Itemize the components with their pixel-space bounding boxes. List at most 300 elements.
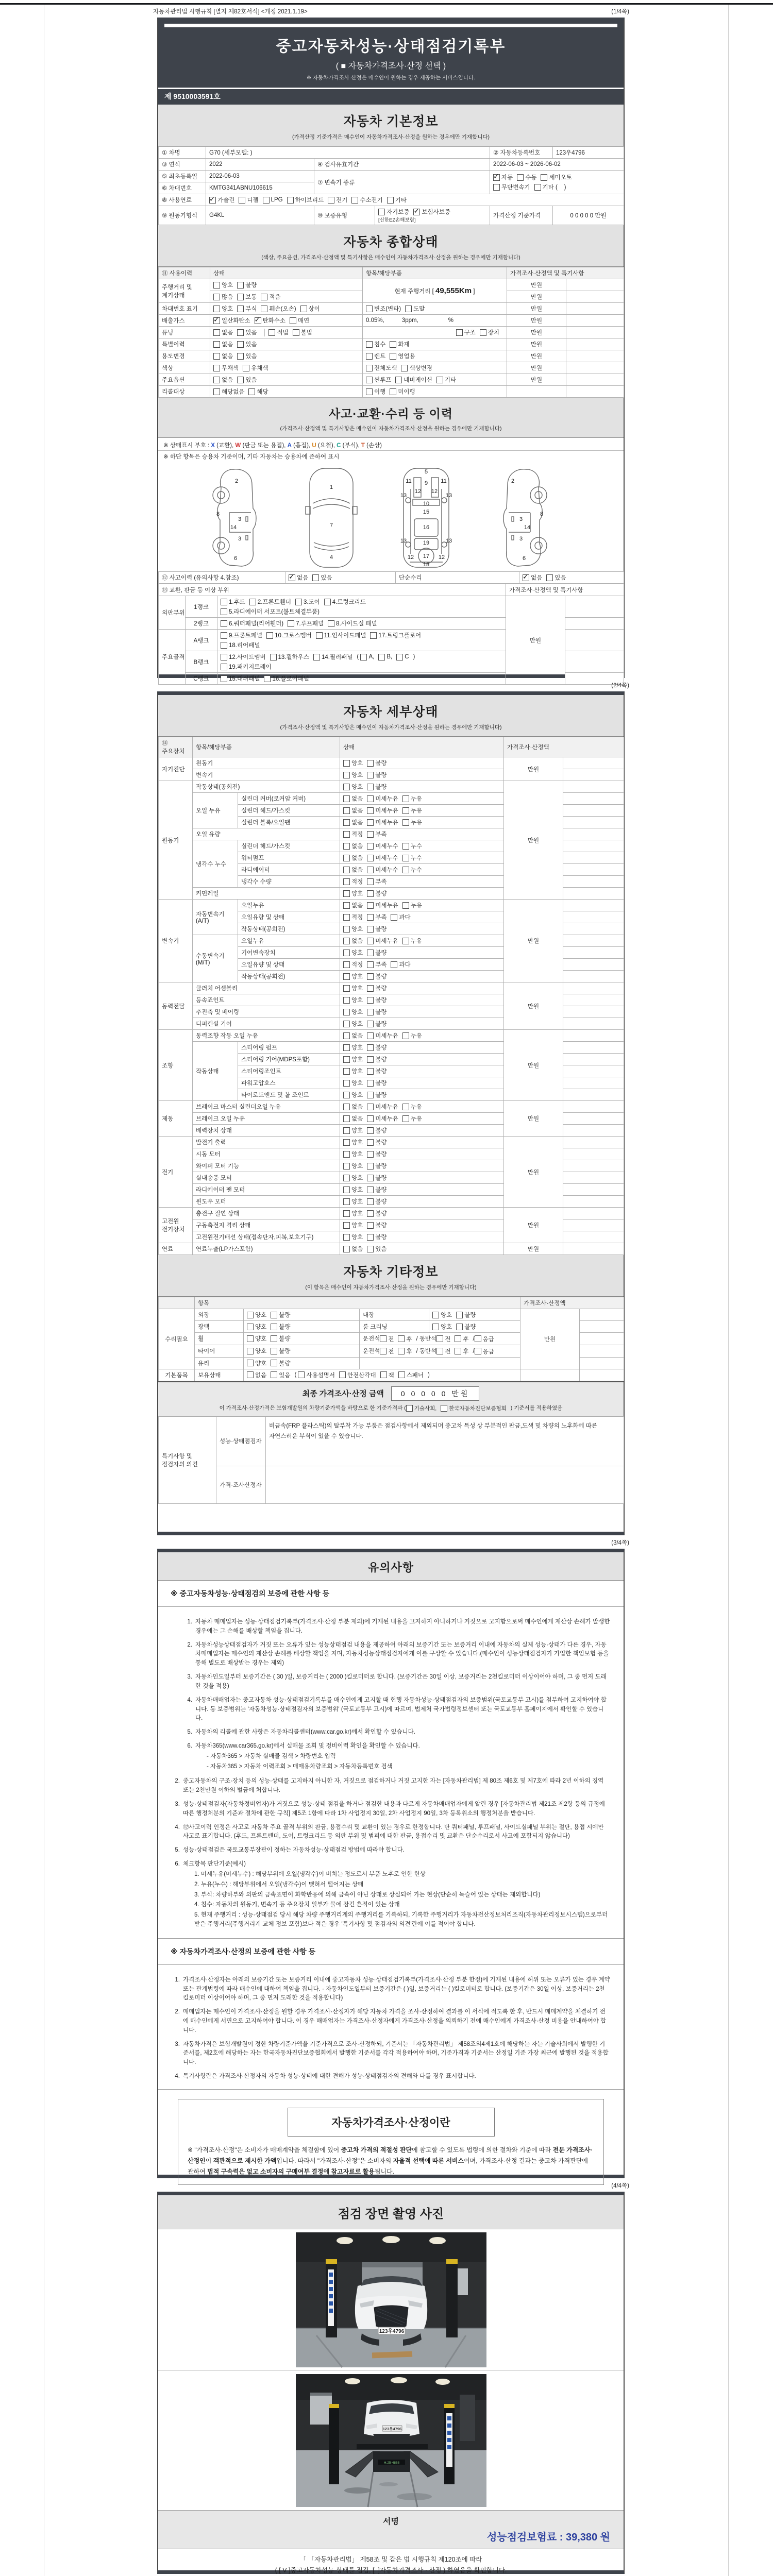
checkbox-option[interactable] xyxy=(396,654,409,660)
checkbox-option[interactable] xyxy=(398,1371,424,1379)
checkbox-option[interactable] xyxy=(367,1185,386,1194)
checkbox-option[interactable] xyxy=(475,1347,494,1355)
checkbox-option[interactable] xyxy=(213,281,233,289)
checkbox[interactable] xyxy=(343,1104,350,1110)
checkbox-option[interactable] xyxy=(237,281,257,289)
checkbox-option[interactable] xyxy=(367,783,386,791)
checkbox[interactable] xyxy=(343,902,350,909)
checkbox-option[interactable] xyxy=(343,783,363,791)
checkbox[interactable] xyxy=(271,1360,277,1366)
checkbox-option[interactable] xyxy=(343,830,363,838)
checkbox-option[interactable] xyxy=(402,794,422,803)
checkbox[interactable] xyxy=(343,807,350,814)
checkbox-option[interactable] xyxy=(343,759,363,767)
checkbox[interactable] xyxy=(343,1234,350,1241)
checkbox[interactable] xyxy=(367,1198,374,1205)
checkbox[interactable] xyxy=(523,574,529,581)
checkbox[interactable] xyxy=(343,890,350,897)
checkbox-option[interactable] xyxy=(367,866,398,874)
checkbox[interactable] xyxy=(213,294,220,300)
checkbox-option[interactable] xyxy=(287,196,324,204)
checkbox-option[interactable] xyxy=(237,376,257,384)
checkbox-option[interactable] xyxy=(456,1323,476,1331)
checkbox-option[interactable] xyxy=(517,173,536,181)
checkbox-option[interactable] xyxy=(367,1233,386,1241)
checkbox-option[interactable] xyxy=(367,1043,386,1052)
checkbox-option[interactable] xyxy=(366,352,385,360)
checkbox-option[interactable] xyxy=(436,376,456,384)
checkbox[interactable] xyxy=(367,1080,374,1087)
checkbox[interactable] xyxy=(367,1044,374,1051)
checkbox[interactable] xyxy=(271,1348,277,1354)
checkbox[interactable] xyxy=(289,574,295,581)
checkbox[interactable] xyxy=(367,997,374,1004)
checkbox[interactable] xyxy=(402,843,409,850)
checkbox[interactable] xyxy=(343,795,350,802)
checkbox[interactable] xyxy=(213,282,220,289)
checkbox-option[interactable] xyxy=(247,1347,266,1355)
checkbox[interactable] xyxy=(316,632,323,639)
checkbox-option[interactable] xyxy=(213,376,233,384)
checkbox[interactable] xyxy=(475,1348,481,1354)
checkbox[interactable] xyxy=(455,1348,461,1354)
checkbox[interactable] xyxy=(367,819,374,826)
checkbox-option[interactable] xyxy=(213,316,250,325)
checkbox[interactable] xyxy=(237,329,244,336)
checkbox[interactable] xyxy=(247,1348,254,1354)
checkbox-option[interactable] xyxy=(343,1114,363,1123)
checkbox-option[interactable] xyxy=(398,1347,412,1355)
checkbox[interactable] xyxy=(367,772,374,778)
checkbox[interactable] xyxy=(367,807,374,814)
checkbox[interactable] xyxy=(387,197,394,204)
checkbox-option[interactable] xyxy=(343,1221,363,1229)
checkbox-option[interactable] xyxy=(360,654,374,660)
checkbox-option[interactable] xyxy=(402,842,422,850)
checkbox[interactable] xyxy=(343,1115,350,1122)
checkbox-option[interactable] xyxy=(398,1335,412,1343)
checkbox[interactable] xyxy=(343,760,350,767)
checkbox-option[interactable] xyxy=(295,598,320,606)
checkbox-option[interactable] xyxy=(313,653,352,661)
checkbox[interactable] xyxy=(405,306,412,312)
checkbox-option[interactable] xyxy=(367,996,386,1004)
checkbox[interactable] xyxy=(406,1405,413,1412)
checkbox[interactable] xyxy=(402,867,409,873)
checkbox-option[interactable] xyxy=(271,1359,290,1367)
checkbox[interactable] xyxy=(367,878,374,885)
checkbox[interactable] xyxy=(380,1371,387,1378)
checkbox-option[interactable] xyxy=(343,1091,363,1099)
checkbox[interactable] xyxy=(367,985,374,992)
checkbox-option[interactable] xyxy=(432,1311,452,1319)
checkbox-option[interactable] xyxy=(367,972,386,980)
checkbox-option[interactable] xyxy=(475,1335,494,1343)
checkbox[interactable] xyxy=(441,1405,447,1412)
checkbox[interactable] xyxy=(268,329,275,336)
checkbox-option[interactable] xyxy=(343,996,363,1004)
checkbox[interactable] xyxy=(402,1115,409,1122)
checkbox[interactable] xyxy=(402,795,409,802)
checkbox-option[interactable] xyxy=(343,794,363,803)
checkbox[interactable] xyxy=(213,377,220,383)
checkbox-option[interactable] xyxy=(493,183,530,191)
checkbox[interactable] xyxy=(343,950,350,956)
checkbox[interactable] xyxy=(343,878,350,885)
checkbox-option[interactable] xyxy=(247,1371,266,1379)
checkbox[interactable] xyxy=(367,1092,374,1098)
checkbox[interactable] xyxy=(343,1246,350,1252)
checkbox[interactable] xyxy=(367,1009,374,1015)
checkbox[interactable] xyxy=(396,654,403,660)
checkbox[interactable] xyxy=(402,902,409,909)
checkbox-option[interactable] xyxy=(271,1311,290,1319)
checkbox[interactable] xyxy=(366,341,373,348)
checkbox-option[interactable] xyxy=(402,1114,422,1123)
checkbox[interactable] xyxy=(343,1210,350,1217)
checkbox[interactable] xyxy=(248,388,255,395)
checkbox[interactable] xyxy=(261,306,267,312)
checkbox[interactable] xyxy=(367,1021,374,1027)
checkbox[interactable] xyxy=(398,1335,405,1342)
checkbox-option[interactable] xyxy=(343,948,363,957)
checkbox-option[interactable] xyxy=(523,573,542,582)
checkbox[interactable] xyxy=(378,209,385,215)
checkbox-option[interactable] xyxy=(270,653,309,661)
checkbox-option[interactable] xyxy=(343,937,363,945)
checkbox-option[interactable] xyxy=(221,607,320,616)
checkbox-option[interactable] xyxy=(237,304,257,313)
checkbox[interactable] xyxy=(366,306,373,312)
checkbox[interactable] xyxy=(367,1163,374,1170)
checkbox[interactable] xyxy=(298,1371,305,1378)
checkbox[interactable] xyxy=(367,760,374,767)
checkbox-option[interactable] xyxy=(213,352,233,360)
checkbox-option[interactable] xyxy=(456,1311,476,1319)
checkbox[interactable] xyxy=(237,282,244,289)
checkbox-option[interactable] xyxy=(247,1334,266,1343)
checkbox-option[interactable] xyxy=(367,1114,398,1123)
checkbox[interactable] xyxy=(343,1056,350,1063)
checkbox-option[interactable] xyxy=(209,196,234,204)
checkbox[interactable] xyxy=(343,1139,350,1146)
checkbox-option[interactable] xyxy=(312,573,332,582)
checkbox-option[interactable] xyxy=(367,1008,386,1016)
checkbox-option[interactable] xyxy=(367,830,386,838)
checkbox[interactable] xyxy=(367,1222,374,1229)
checkbox-option[interactable] xyxy=(237,328,257,336)
checkbox-option[interactable] xyxy=(247,1359,266,1367)
checkbox-option[interactable] xyxy=(343,1174,363,1182)
checkbox[interactable] xyxy=(367,1115,374,1122)
checkbox[interactable] xyxy=(261,294,267,300)
checkbox-option[interactable] xyxy=(343,1197,363,1206)
checkbox-option[interactable] xyxy=(366,340,385,348)
checkbox[interactable] xyxy=(237,353,244,360)
checkbox[interactable] xyxy=(367,1234,374,1241)
checkbox[interactable] xyxy=(366,353,373,360)
checkbox-option[interactable] xyxy=(249,598,291,606)
checkbox[interactable] xyxy=(366,365,373,371)
checkbox[interactable] xyxy=(402,1032,409,1039)
checkbox-option[interactable] xyxy=(213,293,233,301)
checkbox[interactable] xyxy=(343,1127,350,1134)
checkbox[interactable] xyxy=(295,599,302,605)
checkbox[interactable] xyxy=(402,807,409,814)
checkbox[interactable] xyxy=(390,353,396,360)
checkbox-option[interactable] xyxy=(213,340,233,348)
checkbox[interactable] xyxy=(367,1068,374,1075)
checkbox[interactable] xyxy=(237,294,244,300)
checkbox[interactable] xyxy=(367,1139,374,1146)
checkbox-option[interactable] xyxy=(405,304,425,313)
checkbox[interactable] xyxy=(367,890,374,897)
checkbox[interactable] xyxy=(367,950,374,956)
checkbox-option[interactable] xyxy=(261,293,280,301)
checkbox-option[interactable] xyxy=(402,937,422,945)
checkbox-option[interactable] xyxy=(343,1031,363,1040)
checkbox-option[interactable] xyxy=(243,364,268,372)
checkbox-option[interactable] xyxy=(343,1020,363,1028)
checkbox-option[interactable] xyxy=(221,663,272,671)
checkbox[interactable] xyxy=(221,620,227,627)
checkbox-option[interactable] xyxy=(367,901,398,909)
checkbox[interactable] xyxy=(293,329,299,336)
checkbox-option[interactable] xyxy=(367,1067,386,1075)
checkbox-option[interactable] xyxy=(271,1323,290,1331)
checkbox-option[interactable] xyxy=(271,1371,290,1379)
checkbox[interactable] xyxy=(287,197,294,204)
checkbox[interactable] xyxy=(413,209,420,215)
checkbox[interactable] xyxy=(367,914,374,921)
checkbox[interactable] xyxy=(367,784,374,790)
checkbox-option[interactable] xyxy=(367,1020,386,1028)
checkbox-option[interactable] xyxy=(402,818,422,826)
checkbox-option[interactable] xyxy=(367,948,386,957)
checkbox-option[interactable] xyxy=(402,854,422,862)
checkbox[interactable] xyxy=(456,329,463,336)
checkbox-option[interactable] xyxy=(343,1138,363,1146)
checkbox-option[interactable] xyxy=(456,328,476,336)
checkbox[interactable] xyxy=(343,855,350,861)
checkbox-option[interactable] xyxy=(343,1209,363,1217)
checkbox[interactable] xyxy=(436,1348,443,1354)
checkbox[interactable] xyxy=(271,1335,277,1342)
checkbox-option[interactable] xyxy=(390,352,415,360)
checkbox[interactable] xyxy=(271,1371,277,1378)
checkbox-option[interactable] xyxy=(367,1126,386,1134)
checkbox-option[interactable] xyxy=(339,1371,376,1379)
checkbox[interactable] xyxy=(343,843,350,850)
checkbox[interactable] xyxy=(343,997,350,1004)
checkbox[interactable] xyxy=(367,902,374,909)
checkbox[interactable] xyxy=(221,664,227,670)
checkbox[interactable] xyxy=(367,831,374,838)
checkbox-option[interactable] xyxy=(387,196,407,204)
checkbox-option[interactable] xyxy=(237,340,257,348)
checkbox-option[interactable] xyxy=(402,806,422,815)
checkbox[interactable] xyxy=(455,1335,461,1342)
checkbox-option[interactable] xyxy=(221,653,266,661)
checkbox-option[interactable] xyxy=(213,364,239,372)
checkbox-option[interactable] xyxy=(367,1138,386,1146)
checkbox[interactable] xyxy=(395,377,402,383)
checkbox-option[interactable] xyxy=(343,1185,363,1194)
checkbox-option[interactable] xyxy=(343,818,363,826)
checkbox-option[interactable] xyxy=(391,913,410,921)
checkbox[interactable] xyxy=(367,938,374,944)
checkbox-option[interactable] xyxy=(237,352,257,360)
checkbox-option[interactable] xyxy=(367,925,386,933)
checkbox-option[interactable] xyxy=(366,376,391,384)
checkbox-option[interactable] xyxy=(300,304,320,313)
checkbox[interactable] xyxy=(266,632,273,639)
checkbox[interactable] xyxy=(243,365,249,371)
checkbox[interactable] xyxy=(398,1348,405,1354)
checkbox-option[interactable] xyxy=(213,304,233,313)
checkbox[interactable] xyxy=(546,574,553,581)
checkbox-option[interactable] xyxy=(367,1209,386,1217)
checkbox-option[interactable] xyxy=(380,1347,394,1355)
checkbox[interactable] xyxy=(263,197,270,204)
checkbox-option[interactable] xyxy=(266,631,312,639)
checkbox[interactable] xyxy=(402,855,409,861)
checkbox-option[interactable] xyxy=(367,794,398,803)
checkbox[interactable] xyxy=(343,1080,350,1087)
checkbox-option[interactable] xyxy=(367,806,398,815)
checkbox-option[interactable] xyxy=(366,364,397,372)
checkbox[interactable] xyxy=(391,914,397,921)
checkbox-option[interactable] xyxy=(261,304,296,313)
checkbox-option[interactable] xyxy=(343,889,363,897)
checkbox-option[interactable] xyxy=(343,1043,363,1052)
checkbox-option[interactable] xyxy=(441,1404,507,1412)
checkbox-option[interactable] xyxy=(293,328,312,336)
checkbox-option[interactable] xyxy=(367,913,386,921)
checkbox[interactable] xyxy=(360,654,367,660)
checkbox-option[interactable] xyxy=(213,328,233,336)
checkbox[interactable] xyxy=(402,819,409,826)
checkbox[interactable] xyxy=(475,1335,481,1342)
checkbox-option[interactable] xyxy=(367,889,386,897)
checkbox-option[interactable] xyxy=(343,901,363,909)
checkbox-option[interactable] xyxy=(343,1055,363,1063)
checkbox[interactable] xyxy=(343,1009,350,1015)
checkbox[interactable] xyxy=(432,1312,439,1318)
checkbox-option[interactable] xyxy=(343,1233,363,1241)
checkbox[interactable] xyxy=(390,388,396,395)
checkbox[interactable] xyxy=(390,341,396,348)
checkbox[interactable] xyxy=(480,329,486,336)
checkbox[interactable] xyxy=(367,843,374,850)
checkbox[interactable] xyxy=(343,938,350,944)
checkbox[interactable] xyxy=(367,973,374,980)
checkbox-option[interactable] xyxy=(343,1067,363,1075)
checkbox[interactable] xyxy=(328,620,334,627)
checkbox[interactable] xyxy=(493,174,500,181)
checkbox-option[interactable] xyxy=(343,972,363,980)
checkbox-option[interactable] xyxy=(298,1371,335,1379)
checkbox-option[interactable] xyxy=(366,304,401,313)
checkbox-option[interactable] xyxy=(221,631,262,639)
checkbox[interactable] xyxy=(247,1324,254,1330)
checkbox[interactable] xyxy=(493,184,500,191)
checkbox-option[interactable] xyxy=(247,1311,266,1319)
checkbox[interactable] xyxy=(328,197,334,204)
checkbox-option[interactable] xyxy=(370,631,421,639)
checkbox[interactable] xyxy=(367,1175,374,1181)
checkbox-option[interactable] xyxy=(367,1103,398,1111)
checkbox[interactable] xyxy=(343,1151,350,1158)
checkbox[interactable] xyxy=(367,1104,374,1110)
checkbox[interactable] xyxy=(343,985,350,992)
checkbox[interactable] xyxy=(313,654,320,660)
checkbox[interactable] xyxy=(312,574,319,581)
checkbox[interactable] xyxy=(213,353,220,360)
checkbox-option[interactable] xyxy=(493,173,513,181)
checkbox-option[interactable] xyxy=(239,196,258,204)
checkbox-option[interactable] xyxy=(367,960,386,969)
checkbox[interactable] xyxy=(343,961,350,968)
checkbox[interactable] xyxy=(351,197,358,204)
checkbox[interactable] xyxy=(255,317,261,324)
checkbox-option[interactable] xyxy=(367,1079,386,1087)
checkbox-option[interactable] xyxy=(221,641,260,649)
checkbox[interactable] xyxy=(343,1021,350,1027)
checkbox[interactable] xyxy=(343,926,350,933)
checkbox[interactable] xyxy=(343,1163,350,1170)
checkbox-option[interactable] xyxy=(367,1031,398,1040)
checkbox-option[interactable] xyxy=(343,854,363,862)
checkbox[interactable] xyxy=(343,819,350,826)
checkbox[interactable] xyxy=(271,1324,277,1330)
checkbox-option[interactable] xyxy=(432,1323,452,1331)
checkbox-option[interactable] xyxy=(213,387,244,396)
checkbox[interactable] xyxy=(366,377,373,383)
checkbox[interactable] xyxy=(401,365,408,371)
checkbox-option[interactable] xyxy=(402,901,422,909)
checkbox-option[interactable] xyxy=(367,1150,386,1158)
checkbox-option[interactable] xyxy=(367,877,386,886)
checkbox-option[interactable] xyxy=(390,387,415,396)
checkbox-option[interactable] xyxy=(367,759,386,767)
checkbox[interactable] xyxy=(456,1324,463,1330)
checkbox[interactable] xyxy=(367,1032,374,1039)
checkbox[interactable] xyxy=(367,1056,374,1063)
checkbox[interactable] xyxy=(209,197,216,204)
checkbox[interactable] xyxy=(343,914,350,921)
checkbox[interactable] xyxy=(343,1187,350,1193)
checkbox-option[interactable] xyxy=(328,619,377,628)
checkbox-option[interactable] xyxy=(391,960,410,969)
checkbox[interactable] xyxy=(436,377,443,383)
checkbox[interactable] xyxy=(213,365,220,371)
checkbox[interactable] xyxy=(221,608,227,615)
checkbox-option[interactable] xyxy=(402,1031,422,1040)
checkbox[interactable] xyxy=(380,1348,386,1354)
checkbox-option[interactable] xyxy=(366,387,385,396)
checkbox[interactable] xyxy=(402,938,409,944)
checkbox[interactable] xyxy=(247,1371,254,1378)
checkbox[interactable] xyxy=(402,1104,409,1110)
checkbox-option[interactable] xyxy=(390,340,409,348)
checkbox-option[interactable] xyxy=(541,173,572,181)
checkbox[interactable] xyxy=(367,855,374,861)
checkbox-option[interactable] xyxy=(343,771,363,779)
checkbox-option[interactable] xyxy=(395,376,432,384)
checkbox-option[interactable] xyxy=(237,293,257,301)
checkbox-option[interactable] xyxy=(380,1335,394,1343)
